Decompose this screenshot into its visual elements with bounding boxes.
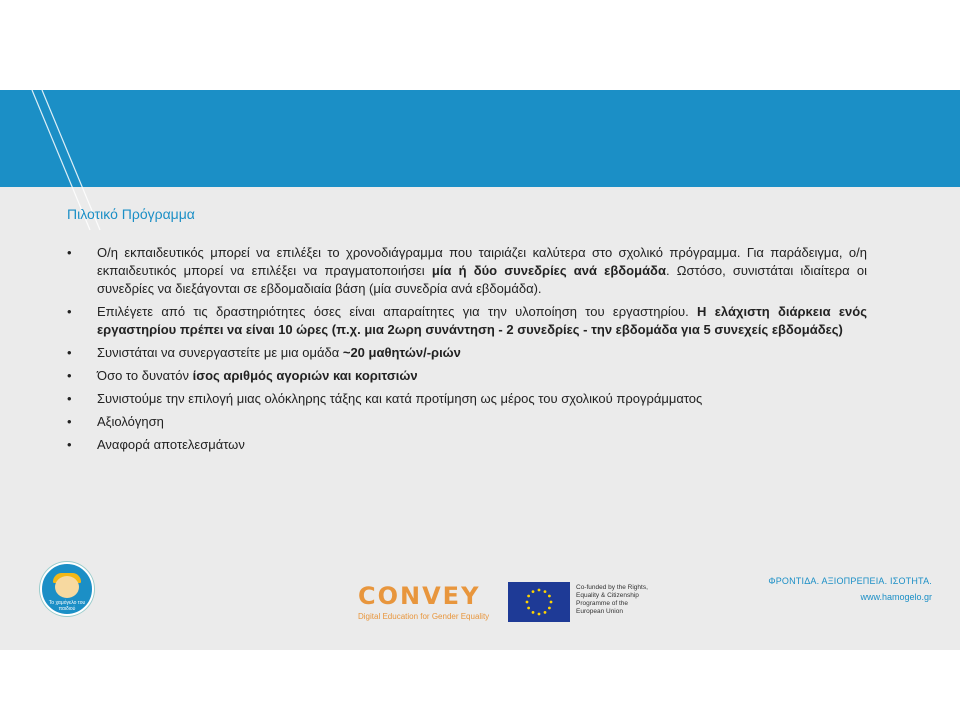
bullet-text-bold: ίσος αριθμός αγοριών και κοριτσιών — [192, 368, 418, 383]
bullet-text: Ο/η εκπαιδευτικός μπορεί να επιλέξει το χρονοδιάγραμμα που ταιριάζει καλύτερα στο σχολικό πρόγραμμα. Για παράδειγμα, ο/η εκπαιδευτικός μπορεί να επιλέξει να πραγματοποιήσει — [97, 245, 867, 278]
bullet-text: Επιλέγετε από τις δραστηριότητες όσες είναι απαραίτητες για την υλοποίηση του εργαστηρίου. — [97, 304, 698, 319]
bullet-text: Όσο το δυνατόν — [97, 368, 193, 383]
eu-star — [538, 589, 541, 592]
bullet-item — [67, 344, 867, 362]
brand-block — [768, 576, 932, 602]
brand-motto: ΦΡΟΝΤΙΔΑ. ΑΞΙΟΠΡΕΠΕΙΑ. ΙΣΟΤΗΤΑ. — [768, 576, 932, 586]
convey-logo — [358, 582, 489, 621]
eu-star — [548, 595, 551, 598]
bullet-text-bold: Η ελάχιστη διάρκεια ενός εργαστηρίου πρέπει να είναι 10 ώρες (π.χ. μια 2ωρη συνάντηση - 2 συνεδρίες - την εβδομάδα για 5 συνεχείς εβδομάδες) — [97, 304, 867, 337]
eu-star — [544, 590, 547, 593]
bullet-item — [67, 244, 867, 298]
eu-star — [527, 607, 530, 610]
eu-star — [526, 601, 529, 604]
bullet-text: Συνιστούμε την επιλογή μιας ολόκληρης τάξης και κατά προτίμηση ως μέρος του σχολικού προγράμματος — [97, 391, 703, 406]
bullet-item — [67, 303, 867, 339]
bullet-text: Συνιστάται να συνεργαστείτε με μια ομάδα — [97, 345, 343, 360]
slide — [0, 90, 960, 650]
eu-funding-text: Co-funded by the Rights, Equality & Citizenship Programme of the European Union — [576, 584, 648, 615]
eu-star — [544, 611, 547, 614]
eu-star — [550, 601, 553, 604]
bullet-text-bold: ~20 μαθητών/-ριών — [342, 345, 461, 360]
bullet-item — [67, 436, 867, 454]
bullet-item — [67, 413, 867, 431]
brand-url: www.hamogelo.gr — [860, 592, 932, 602]
bullet-item — [67, 390, 867, 408]
eu-star — [538, 613, 541, 616]
slide-title: Πιλοτικό Πρόγραμμα — [67, 206, 195, 222]
smile-logo-face — [55, 576, 79, 598]
bullet-item — [67, 367, 867, 385]
eu-flag-icon — [508, 582, 570, 622]
convey-logo-word: CONVEY — [358, 582, 481, 610]
eu-star — [548, 607, 551, 610]
bullet-text: . Ωστόσο, συνιστάται ιδιαίτερα οι συνεδρίες να διεξάγονται σε εβδομαδιαία βάση (μία συνεδρία ανά εβδομάδα). — [97, 263, 867, 296]
bullet-text: Αξιολόγηση — [97, 414, 164, 429]
convey-tagline: Digital Education for Gender Equality — [358, 612, 490, 621]
eu-star — [532, 590, 535, 593]
eu-star — [532, 611, 535, 614]
bullet-text-bold: μία ή δύο συνεδρίες ανά εβδομάδα — [431, 263, 666, 278]
smile-logo — [40, 562, 94, 616]
bullet-list — [67, 244, 867, 459]
smile-logo-text: Το χαμόγελο του παιδιού — [48, 600, 86, 612]
eu-star — [527, 595, 530, 598]
bullet-text: Αναφορά αποτελεσμάτων — [97, 437, 245, 452]
